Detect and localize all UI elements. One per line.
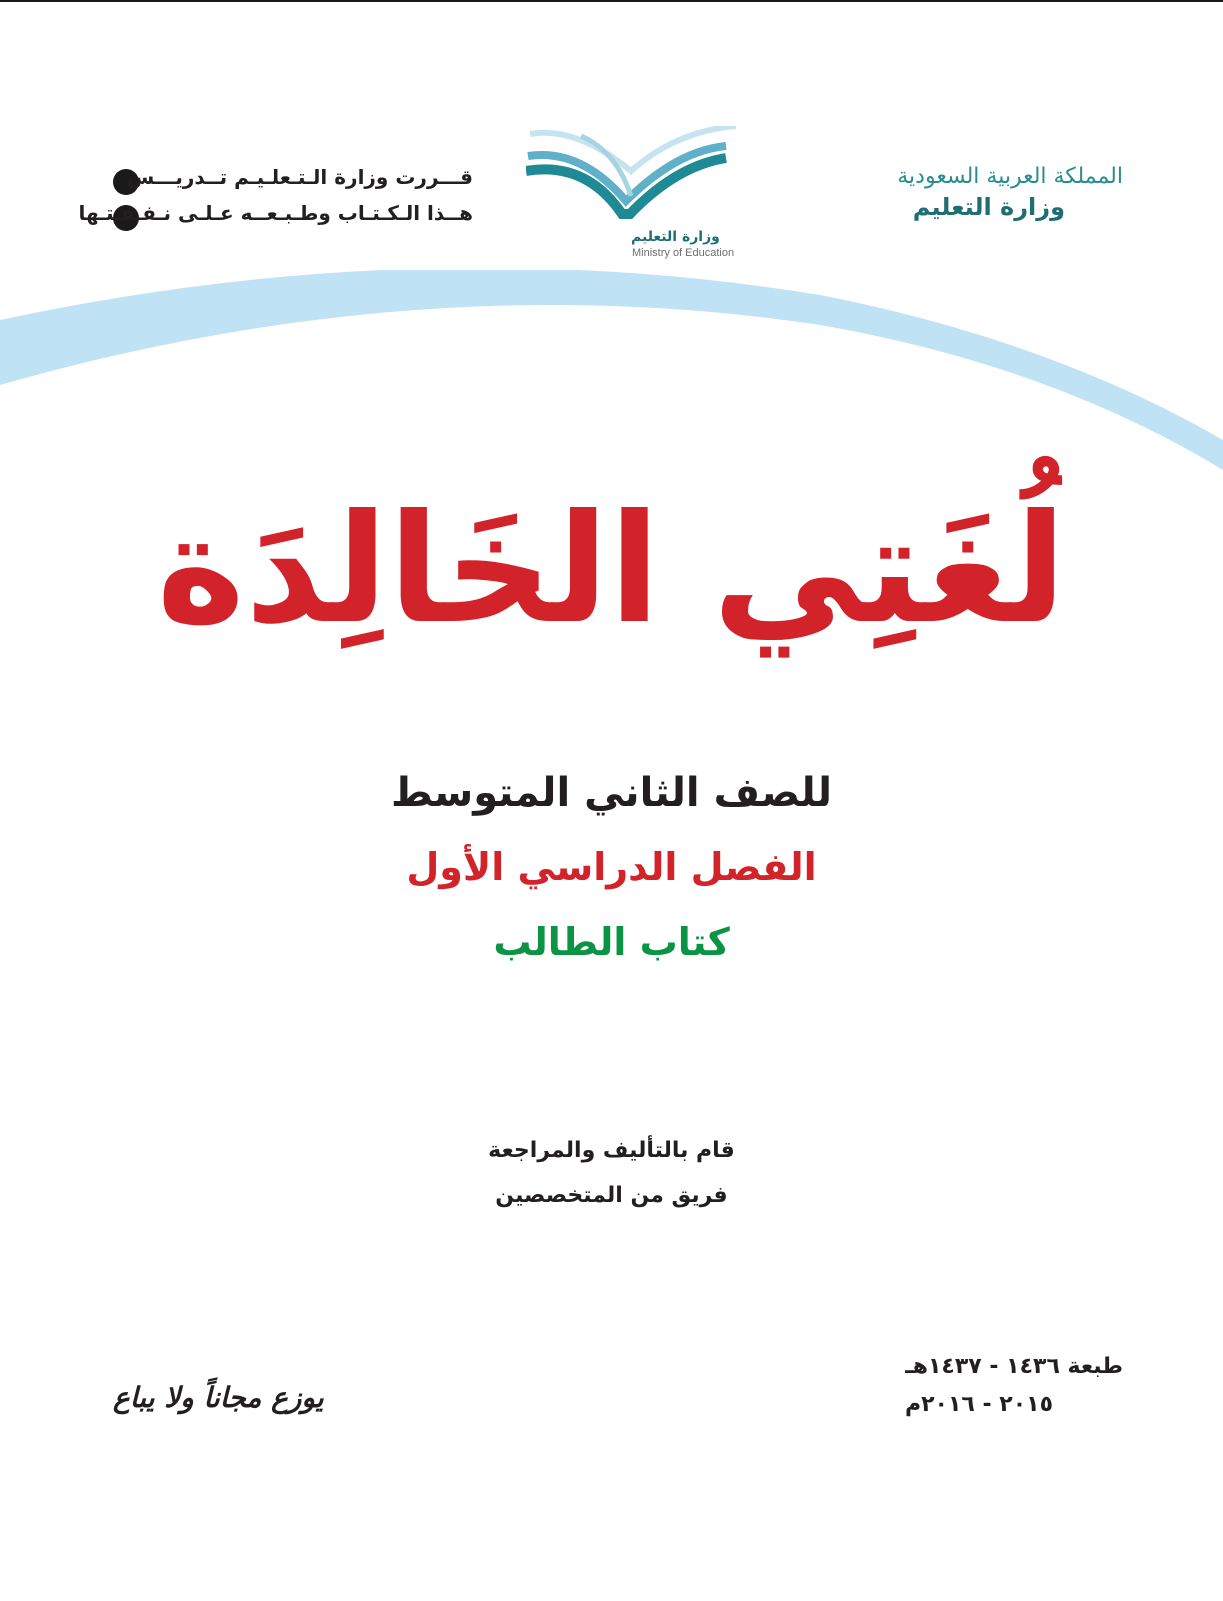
authoring-team: فريق من المتخصصين bbox=[495, 1183, 728, 1208]
ministry-logo bbox=[526, 126, 742, 266]
logo-arabic-text: وزارة التعليم bbox=[631, 229, 720, 245]
ministry-header bbox=[823, 163, 1123, 223]
edition-info bbox=[905, 1348, 1123, 1424]
decorative-arc bbox=[0, 270, 1223, 470]
decree-text: هــذا الـكـتـاب وطـبـعــه عـلـى نـفـقـتـها bbox=[78, 201, 473, 225]
semester-label: الفصل الدراسي الأول bbox=[406, 845, 817, 889]
decree-text: قـــررت وزارة الـتـعلـيـم تــدريـــس bbox=[126, 165, 473, 189]
edition-hijri: طبعة ١٤٣٦ - ١٤٣٧هـ bbox=[905, 1354, 1123, 1379]
decree-block bbox=[78, 163, 473, 235]
decree-line bbox=[78, 199, 473, 235]
book-type-label: كتاب الطالب bbox=[493, 920, 730, 964]
edition-gregorian: ٢٠١٥ - ٢٠١٦م bbox=[904, 1392, 1053, 1417]
ministry-name: وزارة التعليم bbox=[912, 193, 1065, 221]
decree-line bbox=[113, 163, 473, 199]
grade-label: للصف الثاني المتوسط bbox=[391, 770, 832, 816]
free-distribution-note: يوزع مجاناً ولا يباع bbox=[113, 1381, 324, 1414]
authoring-credit: قام بالتأليف والمراجعة bbox=[488, 1138, 735, 1163]
book-title: لُغَتِي الخَالِدَة bbox=[156, 483, 1067, 657]
top-border bbox=[0, 0, 1223, 2]
book-logo-icon bbox=[526, 126, 742, 226]
logo-english-text: Ministry of Education bbox=[632, 247, 735, 259]
kingdom-name: المملكة العربية السعودية bbox=[897, 164, 1123, 189]
